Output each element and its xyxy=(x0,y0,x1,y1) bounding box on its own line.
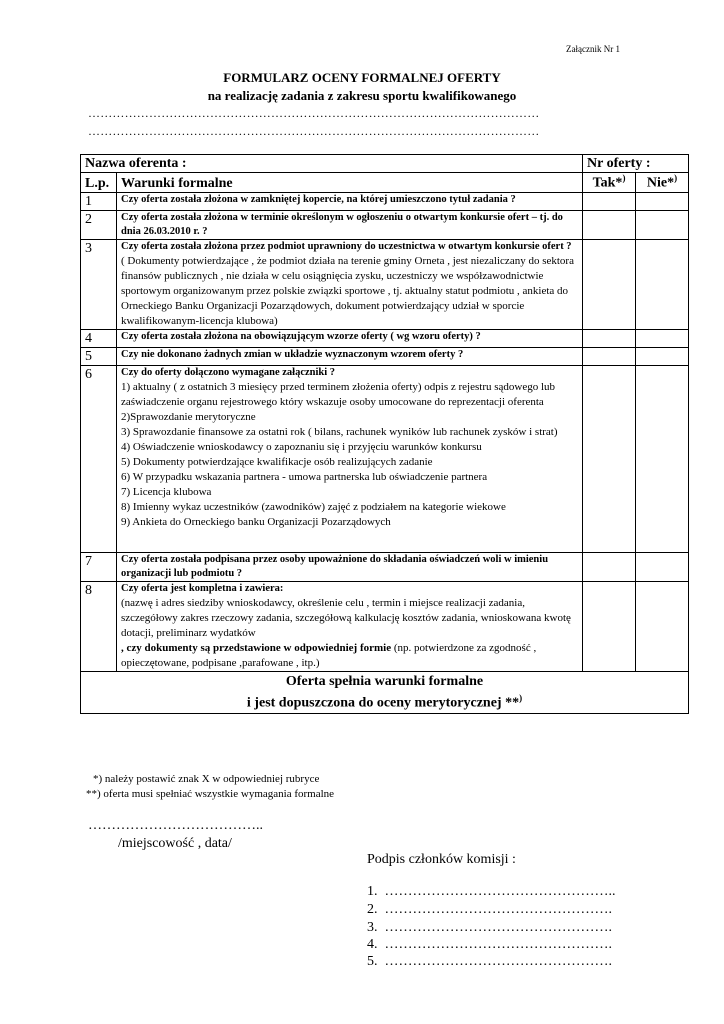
row-detail-bold: , czy dokumenty są przedstawione w odpowiedniej formie xyxy=(121,641,392,654)
attachment-item: 8) Imienny wykaz uczestników (zawodników) zajęć z podziałem na kategorie wiekowe xyxy=(121,500,506,513)
attachment-item: 7) Licencja klubowa xyxy=(121,485,212,498)
row-question: Czy oferta została złożona na obowiązującym wzorze oferty ( wg wzoru oferty) ? xyxy=(121,330,481,342)
nie-checkbox-cell[interactable] xyxy=(636,210,689,239)
signature-line: 2. …………………………………………. xyxy=(367,902,612,917)
row-number: 1 xyxy=(81,192,117,210)
nie-checkbox-cell[interactable] xyxy=(636,552,689,581)
row-question: Czy do oferty dołączono wymagane załączniki ? xyxy=(121,366,336,378)
nie-checkbox-cell[interactable] xyxy=(636,239,689,329)
row-number: 6 xyxy=(81,365,117,552)
evaluation-table xyxy=(80,154,689,714)
final-verdict: Oferta spełnia warunki formalne i jest dopuszczona do oceny merytorycznej **) xyxy=(81,671,689,714)
tak-checkbox-cell[interactable] xyxy=(583,192,636,210)
signature-line: 1. ………………………………………….. xyxy=(367,884,616,899)
tak-checkbox-cell[interactable] xyxy=(583,581,636,671)
attachment-item: 4) Oświadczenie wnioskodawcy o zapoznaniu się i przyjęciu warunków konkursu xyxy=(121,440,482,453)
table-row xyxy=(81,365,689,552)
tak-checkbox-cell[interactable] xyxy=(583,329,636,347)
offeror-name-cell xyxy=(81,155,583,173)
row-question: Czy oferta jest kompletna i zawiera: xyxy=(121,582,284,594)
nie-checkbox-cell[interactable] xyxy=(636,192,689,210)
row-detail: ( Dokumenty potwierdzające , że podmiot działa na terenie gminy Orneta , jest niezaliczany do sektora finansów publicznych , nie działa w celu osiągnięcia zysku, uczestniczy we współzawodnictwie sportowym organizowanym przez polskie związki sportowe , tj. aktualny statut podmiotu , ankieta do Orneckiego Banku Organizacji Pozarządowych, dokument potwierdzający udział w sporcie kwalifikowanym-licencja klubowa) xyxy=(121,254,574,327)
annex-label: Załącznik Nr 1 xyxy=(566,44,620,54)
signature-line: 5. …………………………………………. xyxy=(367,954,612,969)
signature-line: 3. …………………………………………. xyxy=(367,920,612,935)
signatures-title: Podpis członków komisji : xyxy=(367,852,516,867)
row-number: 2 xyxy=(81,210,117,239)
offeror-name-label: Nazwa oferenta : xyxy=(85,156,187,171)
attachment-item: 2)Sprawozdanie merytoryczne xyxy=(121,410,256,423)
table-row xyxy=(81,347,689,365)
offer-number-label: Nr oferty : xyxy=(587,156,651,171)
nie-header: Nie*) xyxy=(636,173,689,193)
row-question: Czy oferta została podpisana przez osoby upoważnione do składania oświadczeń woli w imieniu organizacji lub podmiotu ? xyxy=(121,553,549,579)
conditions-header: Warunki formalne xyxy=(117,173,583,193)
place-date-label: /miejscowość , data/ xyxy=(118,836,232,851)
row-number: 3 xyxy=(81,239,117,329)
row-detail: (nazwę i adres siedziby wnioskodawcy, określenie celu , termin i miejsce realizacji zadania, szczegółowy zakres rzeczowy zadania, szczegółową kalkulację kosztów zadania, wnioskowana kwotę dotacji, preliminarz wydatków xyxy=(121,596,571,639)
table-row xyxy=(81,581,689,671)
nie-checkbox-cell[interactable] xyxy=(636,365,689,552)
tak-header: Tak*) xyxy=(583,173,636,193)
table-row xyxy=(81,552,689,581)
row-question: Czy oferta została złożona w zamkniętej kopercie, na której umieszczono tytuł zadania ? xyxy=(121,193,516,205)
form-subtitle: na realizację zadania z zakresu sportu kwalifikowanego xyxy=(207,88,517,103)
table-row xyxy=(81,239,689,329)
final-verdict-line1: Oferta spełnia warunki formalne xyxy=(285,673,484,689)
signature-line: 4. …………………………………………. xyxy=(367,937,612,952)
nie-checkbox-cell[interactable] xyxy=(636,329,689,347)
lp-header: L.p. xyxy=(81,173,117,193)
offer-number-cell xyxy=(583,155,689,173)
table-row xyxy=(81,329,689,347)
nie-checkbox-cell[interactable] xyxy=(636,581,689,671)
blank-line-1: ………………………………………………………………………………………………… xyxy=(88,106,540,120)
footnote-2: **) oferta musi spełniać wszystkie wymagania formalne xyxy=(86,788,335,800)
blank-line-2: ………………………………………………………………………………………………… xyxy=(88,124,540,138)
row-question: Czy oferta została złożona w terminie określonym w ogłoszeniu o otwartym konkursie ofert – tj. do dnia 26.03.2010 r. ? xyxy=(121,211,563,237)
row-question: Czy nie dokonano żadnych zmian w układzie wyznaczonym wzorem oferty ? xyxy=(121,348,464,360)
row-detail-tail: (np. potwierdzone za zgodność , opieczętowane, podpisane ,parafowane , itp.) xyxy=(121,641,537,669)
place-date-line: ……………………………….. xyxy=(88,818,263,833)
row-question: Czy oferta została złożona przez podmiot uprawniony do uczestnictwa w otwartym konkursie ofert ? xyxy=(121,240,572,252)
row-number: 4 xyxy=(81,329,117,347)
attachment-item: 3) Sprawozdanie finansowe za ostatni rok ( bilans, rachunek wyników lub rachunek zysków i strat) xyxy=(121,425,558,438)
final-verdict-line2: i jest dopuszczona do oceny merytorycznej ** xyxy=(246,695,520,711)
attachment-item: 9) Ankieta do Orneckiego banku Organizacji Pozarządowych xyxy=(121,515,391,528)
tak-checkbox-cell[interactable] xyxy=(583,365,636,552)
nie-checkbox-cell[interactable] xyxy=(636,347,689,365)
table-row xyxy=(81,210,689,239)
attachment-item: 6) W przypadku wskazania partnera - umowa partnerska lub oświadczenie partnera xyxy=(121,470,488,483)
form-title: FORMULARZ OCENY FORMALNEJ OFERTY xyxy=(223,70,501,85)
table-row xyxy=(81,192,689,210)
tak-checkbox-cell[interactable] xyxy=(583,239,636,329)
attachment-item: 1) aktualny ( z ostatnich 3 miesięcy przed terminem złożenia oferty) odpis z rejestru sądowego lub zaświadczenie organu rejestrowego który wskazuje osoby umocowane do reprezentacji oferenta xyxy=(121,380,556,408)
tak-checkbox-cell[interactable] xyxy=(583,210,636,239)
row-number: 7 xyxy=(81,552,117,581)
footnote-1: *) należy postawić znak X w odpowiedniej rubryce xyxy=(93,773,320,785)
row-number: 8 xyxy=(81,581,117,671)
row-number: 5 xyxy=(81,347,117,365)
tak-checkbox-cell[interactable] xyxy=(583,552,636,581)
attachment-item: 5) Dokumenty potwierdzające kwalifikacje osób realizujących zadanie xyxy=(121,455,433,468)
tak-checkbox-cell[interactable] xyxy=(583,347,636,365)
